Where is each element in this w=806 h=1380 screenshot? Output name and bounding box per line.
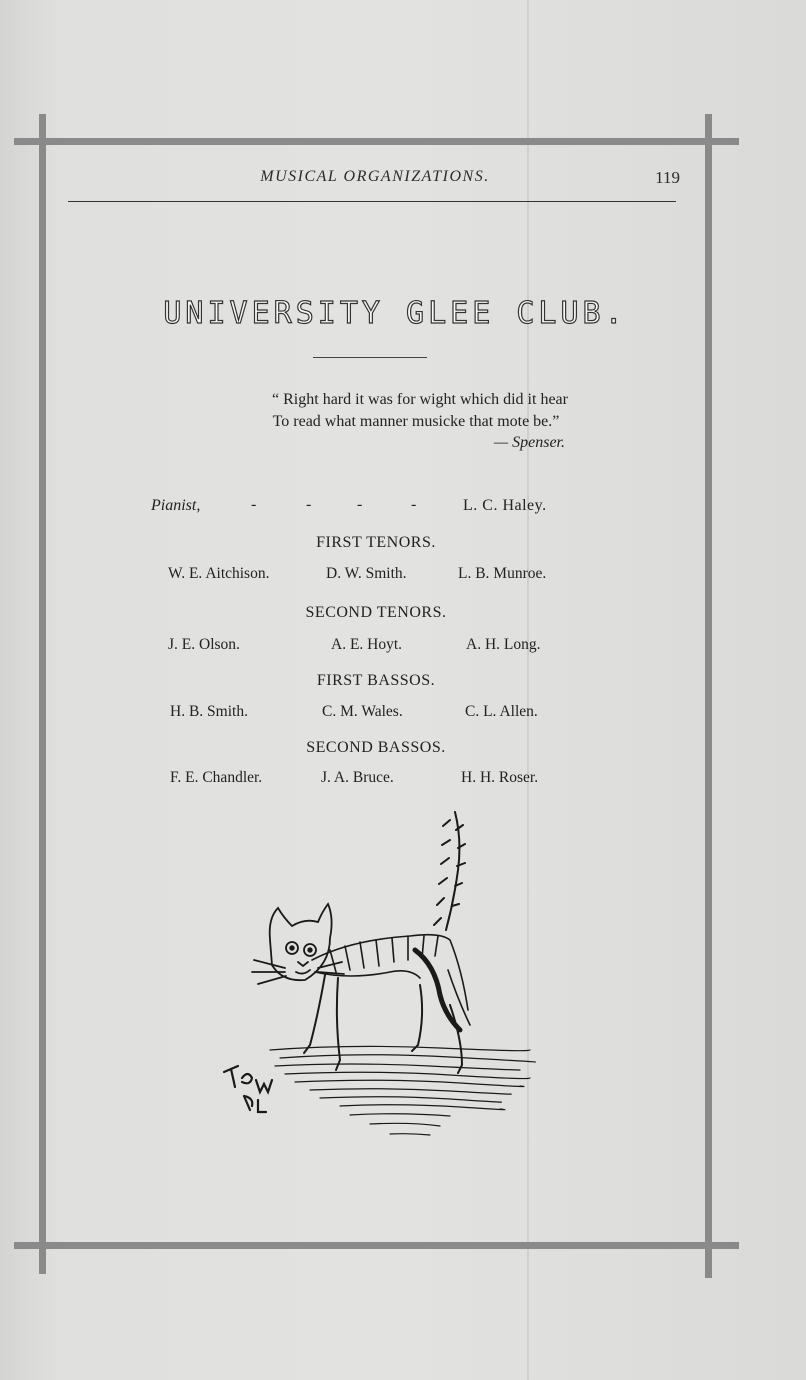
border-rule-bottom <box>14 1242 739 1249</box>
page-fold <box>527 0 529 1380</box>
title-rule <box>313 357 427 358</box>
pianist-label: Pianist, <box>151 497 201 514</box>
section-heading-second-bassos: SECOND BASSOS. <box>306 739 446 756</box>
cat-tail <box>434 812 465 930</box>
member-name: A. E. Hoyt. <box>331 636 403 653</box>
section-heading-second-tenors: SECOND TENORS. <box>305 604 447 621</box>
leader-dash: - <box>251 496 257 513</box>
member-name: J. A. Bruce. <box>321 769 394 786</box>
cat-head <box>252 904 344 984</box>
border-rule-left <box>39 114 46 1274</box>
epigraph-line: “ Right hard it was for wight which did it hear <box>272 391 568 408</box>
member-name: A. H. Long. <box>466 636 541 653</box>
pianist-name: L. C. Haley. <box>463 497 547 514</box>
member-name: L. B. Munroe. <box>458 565 547 582</box>
member-name: H. B. Smith. <box>170 703 248 720</box>
epigraph-line: To read what manner musicke that mote be.” <box>272 413 560 430</box>
header-rule <box>68 201 676 202</box>
leader-dash: - <box>411 496 417 513</box>
member-name: H. H. Roser. <box>461 769 539 786</box>
member-name: J. E. Olson. <box>168 636 240 653</box>
cat-body <box>312 935 470 1030</box>
member-name: D. W. Smith. <box>326 565 407 582</box>
page-number: 119 <box>655 168 680 187</box>
running-header: MUSICAL ORGANIZATIONS. <box>260 168 490 185</box>
member-name: F. E. Chandler. <box>170 769 263 786</box>
leader-dash: - <box>357 496 363 513</box>
artist-signature <box>224 1066 272 1112</box>
member-name: C. M. Wales. <box>322 703 403 720</box>
section-heading-first-bassos: FIRST BASSOS. <box>316 672 436 689</box>
section-heading-first-tenors: FIRST TENORS. <box>316 534 436 551</box>
leader-dash: - <box>306 496 312 513</box>
floor-hatching <box>270 1046 535 1135</box>
cat-illustration <box>200 800 560 1150</box>
club-title: UNIVERSITY GLEE CLUB. <box>163 296 627 331</box>
member-name: W. E. Aitchison. <box>168 565 270 582</box>
border-rule-top <box>14 138 739 145</box>
epigraph-attribution: — Spenser. <box>493 434 565 451</box>
member-name: C. L. Allen. <box>465 703 538 720</box>
border-rule-right <box>705 114 712 1278</box>
epigraph <box>100 389 690 433</box>
